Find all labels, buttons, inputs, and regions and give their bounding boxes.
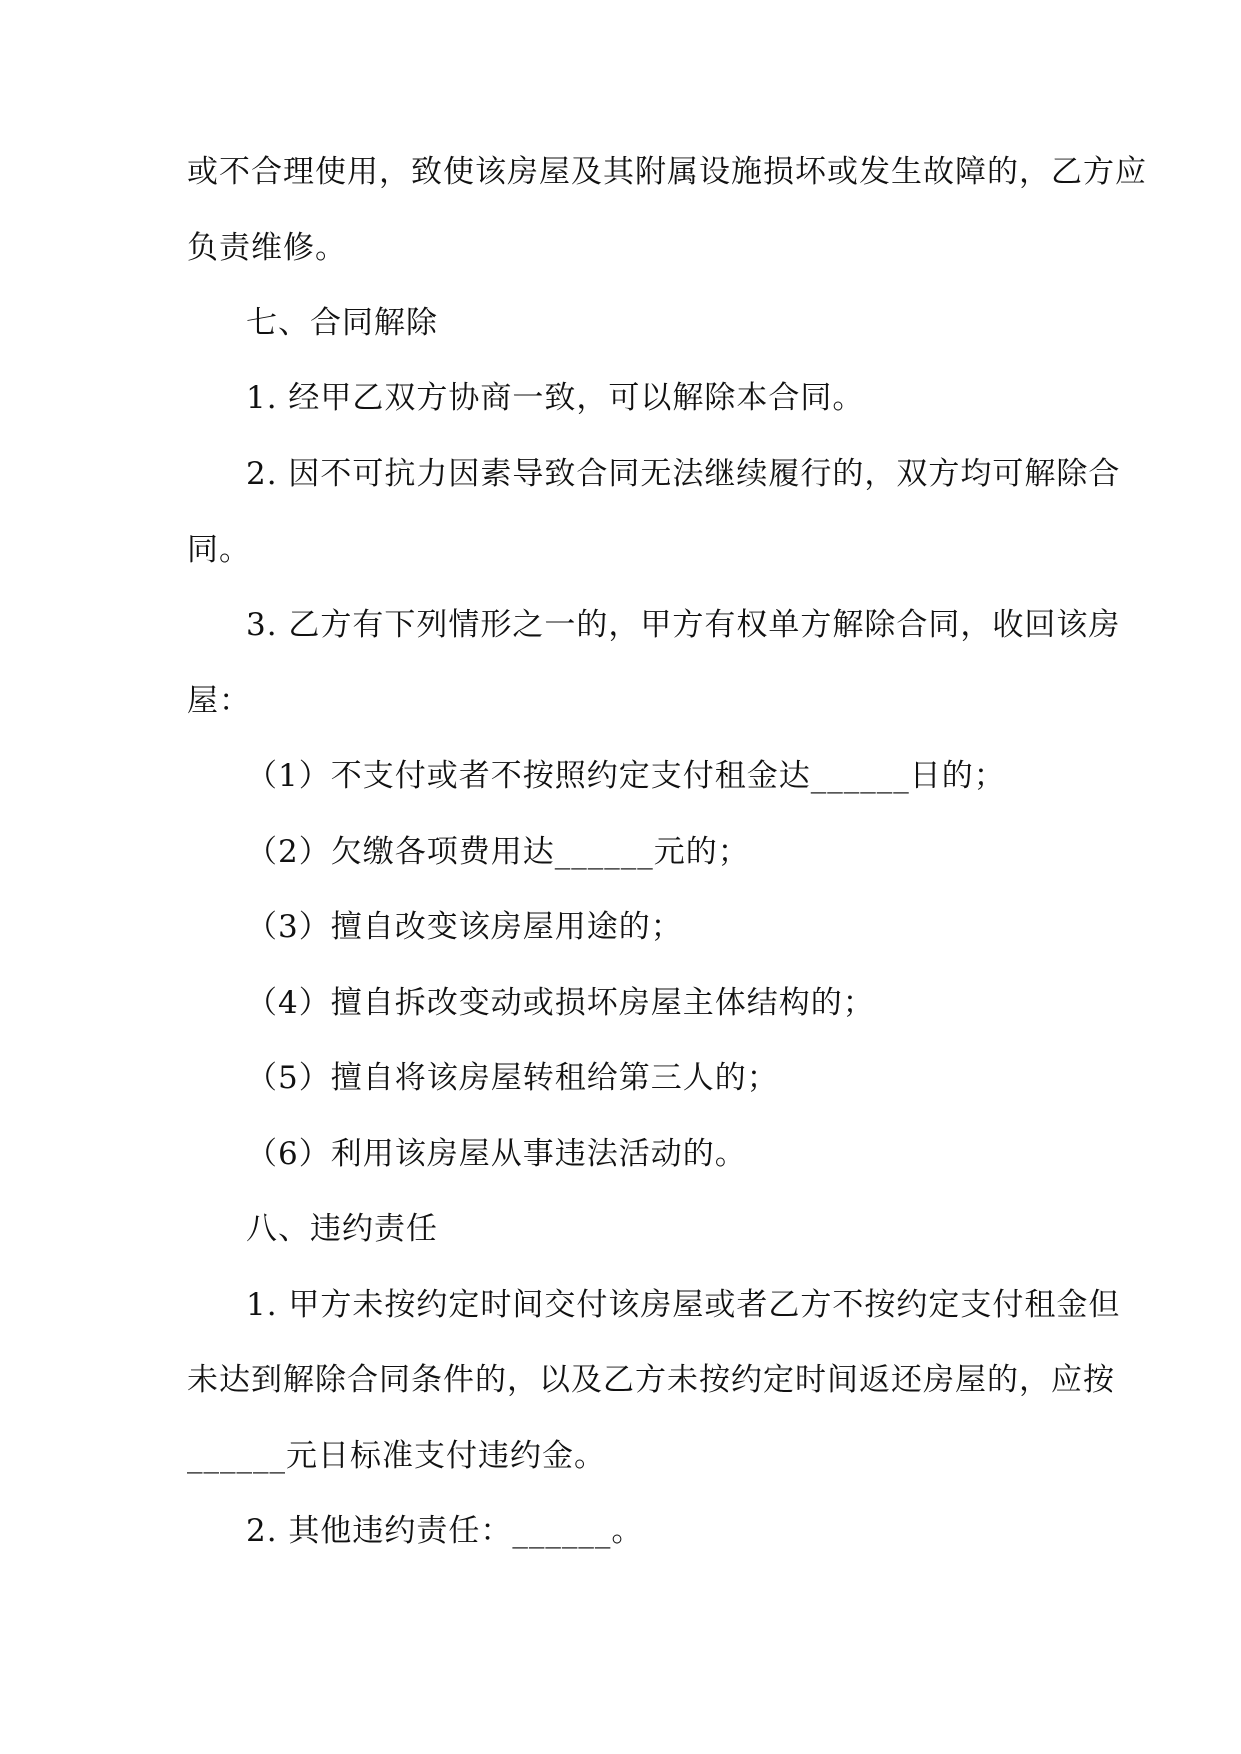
sub-clause-item: （6）利用该房屋从事违法活动的。 [246, 1136, 747, 1172]
clause-item-continuation: 未达到解除合同条件的，以及乙方未按约定时间返还房屋的，应按 [187, 1362, 1115, 1398]
clause-item-continuation: ______元日标准支付违约金。 [187, 1438, 606, 1474]
paragraph-line: 负责维修。 [187, 230, 347, 266]
clause-item-continuation: 同。 [187, 532, 251, 568]
sub-clause-item: （2）欠缴各项费用达______元的； [246, 834, 750, 870]
clause-item-continuation: 屋： [187, 683, 251, 719]
clause-item: 1. 经甲乙双方协商一致，可以解除本合同。 [246, 380, 865, 416]
section-heading: 七、合同解除 [246, 305, 438, 341]
clause-item: 1. 甲方未按约定时间交付该房屋或者乙方不按约定支付租金但 [246, 1287, 1121, 1323]
clause-item: 3. 乙方有下列情形之一的，甲方有权单方解除合同，收回该房 [246, 607, 1121, 643]
sub-clause-item: （3）擅自改变该房屋用途的； [246, 909, 683, 945]
paragraph-line: 或不合理使用，致使该房屋及其附属设施损坏或发生故障的，乙方应 [187, 154, 1147, 190]
clause-item: 2. 其他违约责任：______。 [246, 1513, 644, 1549]
section-heading: 八、违约责任 [246, 1211, 438, 1247]
clause-item: 2. 因不可抗力因素导致合同无法继续履行的，双方均可解除合 [246, 456, 1121, 492]
sub-clause-item: （5）擅自将该房屋转租给第三人的； [246, 1060, 779, 1096]
sub-clause-item: （4）擅自拆改变动或损坏房屋主体结构的； [246, 985, 875, 1021]
sub-clause-item: （1）不支付或者不按照约定支付租金达______日的； [246, 758, 1006, 794]
